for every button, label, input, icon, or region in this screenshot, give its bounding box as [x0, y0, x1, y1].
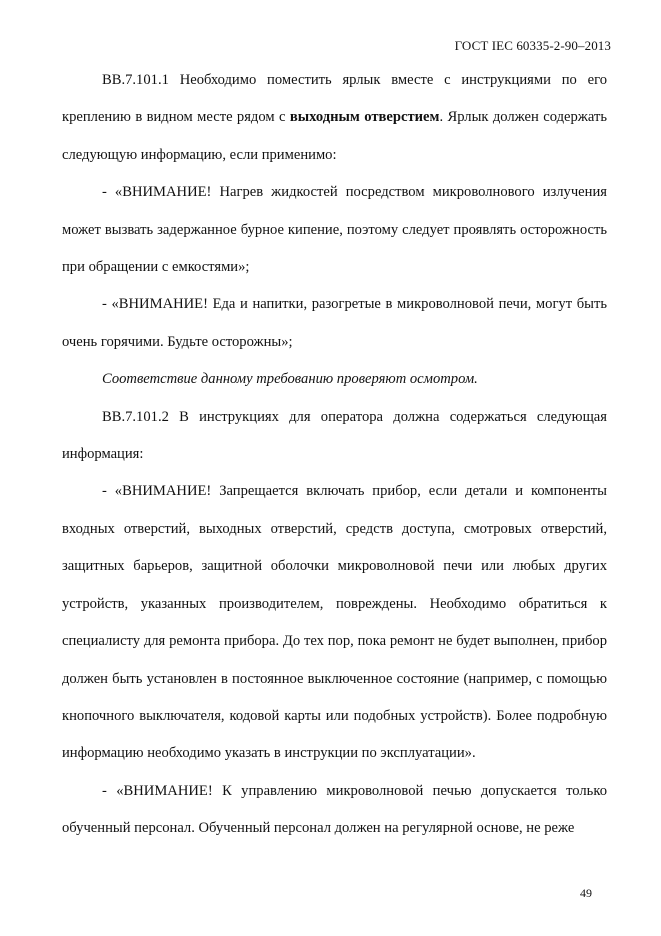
page-number: 49: [580, 886, 592, 900]
paragraph-bb-7-101-1: [62, 62, 607, 174]
compliance-note: Соответствие данному требованию проверяют осмотром.: [102, 371, 478, 388]
paragraph-bb-7-101-2: ВВ.7.101.2 В инструкциях для оператора должна содержаться следующая информация:: [62, 408, 607, 463]
paragraph-text: ВВ.7.101.1 Необходимо поместить ярлык вместе с инструкциями по его креплению в видном месте рядом с: [62, 72, 607, 126]
warning-boiling: - «ВНИМАНИЕ! Нагрев жидкостей посредством микроволнового излучения может вызвать задержанное бурное кипение, поэтому следует проявлять осторожность при обращении с емкостями»;: [62, 184, 607, 276]
document-body: [62, 62, 607, 848]
document-header: ГОСТ IEC 60335-2-90–2013: [454, 38, 611, 53]
warning-damaged-device: - «ВНИМАНИЕ! Запрещается включать прибор, если детали и компоненты входных отверстий, выходных отверстий, средств доступа, смотровых отверстий, защитных барьеров, защитной оболочки микроволновой печи или любых других устройств, указанных производителем, повреждены. Необходимо обратиться к специалисту для ремонта прибора. До тех пор, пока ремонт не будет выполнен, прибор должен быть установлен в постоянное выключенное состояние (например, с помощью кнопочного выключателя, кодовой карты или подобных устройств). Более подробную информацию необходимо указать в инструкции по эксплуатации».: [62, 483, 607, 762]
emphasized-term: выходным отверстием: [289, 109, 440, 126]
warning-hot-food: - «ВНИМАНИЕ! Еда и напитки, разогретые в микроволновой печи, могут быть очень горячими. Будьте осторожны»;: [62, 296, 607, 350]
paragraph-text: . Ярлык должен содержать следующую информацию, если применимо:: [62, 109, 607, 163]
warning-trained-personnel: - «ВНИМАНИЕ! К управлению микроволновой печью допускается только обученный персонал. Обученный персонал должен на регулярной основе, не реже: [62, 782, 607, 837]
